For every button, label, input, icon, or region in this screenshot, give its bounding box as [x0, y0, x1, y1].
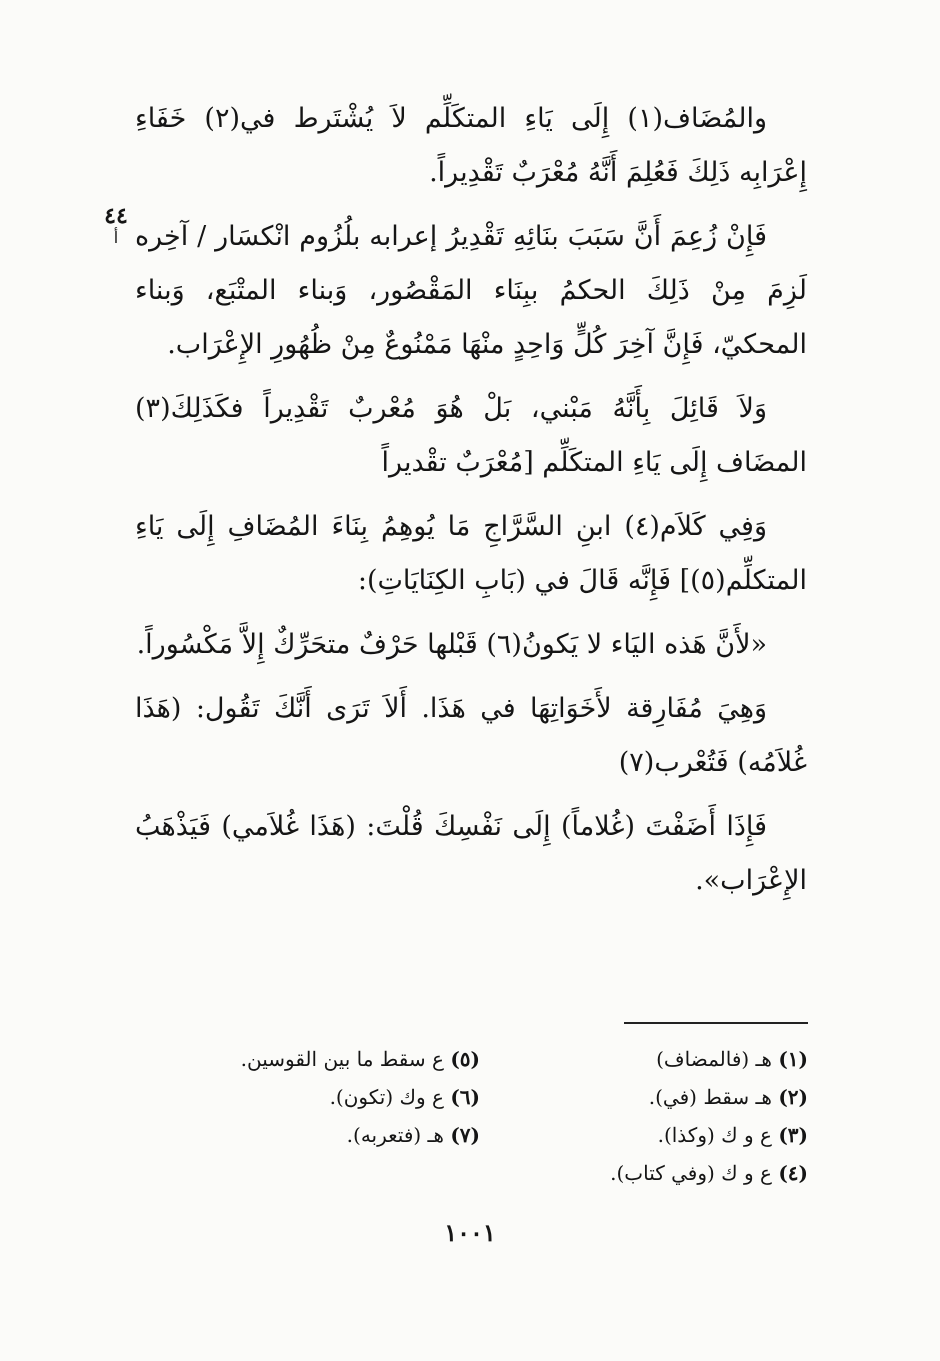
footnote: (٤) ع و ك (وفي كتاب). — [610, 1161, 808, 1185]
page-number: ١٠٠١ — [444, 1218, 496, 1247]
footnotes-right-column — [560, 1040, 808, 1192]
footnotes-left-column — [180, 1040, 480, 1154]
main-text — [135, 92, 807, 908]
footnote: (٢) هـ سقط (في). — [648, 1085, 808, 1109]
footnote: (٦) ع وك (تكون). — [329, 1085, 480, 1109]
paragraph: والمُضَاف(١) إِلَى يَاءِ المتكَلِّم لاَ يُشْتَرط في(٢) خَفَاءِ إِعْرَابِه ذَلِكَ فَعُلِمَ أَنَّهُ مُعْرَبٌ تَقْدِيراً. — [135, 103, 807, 188]
folio-number: ٤٤ — [104, 203, 128, 229]
folio-side: أ — [113, 228, 119, 247]
footnote: (٥) ع سقط ما بين القوسين. — [240, 1047, 480, 1071]
footnote: (٣) ع و ك (وكذا). — [657, 1123, 808, 1147]
paragraph: فَإِنْ زُعِمَ أَنَّ سَبَبَ بنَائِهِ تَقْدِيرُ إعرابه بلُزُوم انْكسَار / آخِره لَزِمَ مِنْ ذَلِكَ الحكمُ ببِنَاء المَقْصُور، وَبناء المتْبَع، وَبناء المحكيّ، فَإِنَّ آخِرَ كُلٍّ وَاحِدٍ منْهَا مَمْنُوعٌ مِنْ ظُهُورِ الإِعْرَاب. — [135, 221, 807, 360]
manuscript-folio-marker — [98, 205, 134, 249]
footnote: (١) هـ (فالمضاف) — [656, 1047, 808, 1071]
paragraph: وَهِيَ مُفَارِقة لأَخَوَاتِهَا في هَذَا. أَلاَ تَرَى أَنَّكَ تَقُول: (هَذَا غُلاَمُه) فَتُعْرب(٧) — [135, 693, 807, 778]
paragraph: «لأَنَّ هَذه اليَاء لا يَكونُ(٦) قَبْلها حَرْفٌ متحَرِّكٌ إِلاَّ مَكْسُوراً. — [136, 629, 767, 660]
paragraph: وَلاَ قَائِلَ بِأَنَّهُ مَبْني، بَلْ هُوَ مُعْربٌ تَقْدِيراً فكَذَلِكَ(٣) المضَاف إِلَى يَاءِ المتكَلِّم [مُعْرَبٌ تقْديراً — [135, 393, 807, 478]
footnote: (٧) هـ (فتعربه). — [346, 1123, 480, 1147]
paragraph: فَإِذَا أَضَفْتَ (غُلاماً) إِلَى نَفْسِكَ قُلْتَ: (هَذَا غُلاَمي) فَيَذْهَبُ الإِعْرَاب». — [135, 811, 807, 896]
paragraph: وَفِي كَلاَم(٤) ابنِ السَّرَّاجِ مَا يُوهِمُ بِنَاءَ المُضَافِ إِلَى يَاءِ المتكلِّم(٥)] فَإِنَّه قَالَ في (بَابِ الكِنَايَاتِ): — [135, 511, 807, 596]
footnote-separator — [624, 1022, 808, 1024]
